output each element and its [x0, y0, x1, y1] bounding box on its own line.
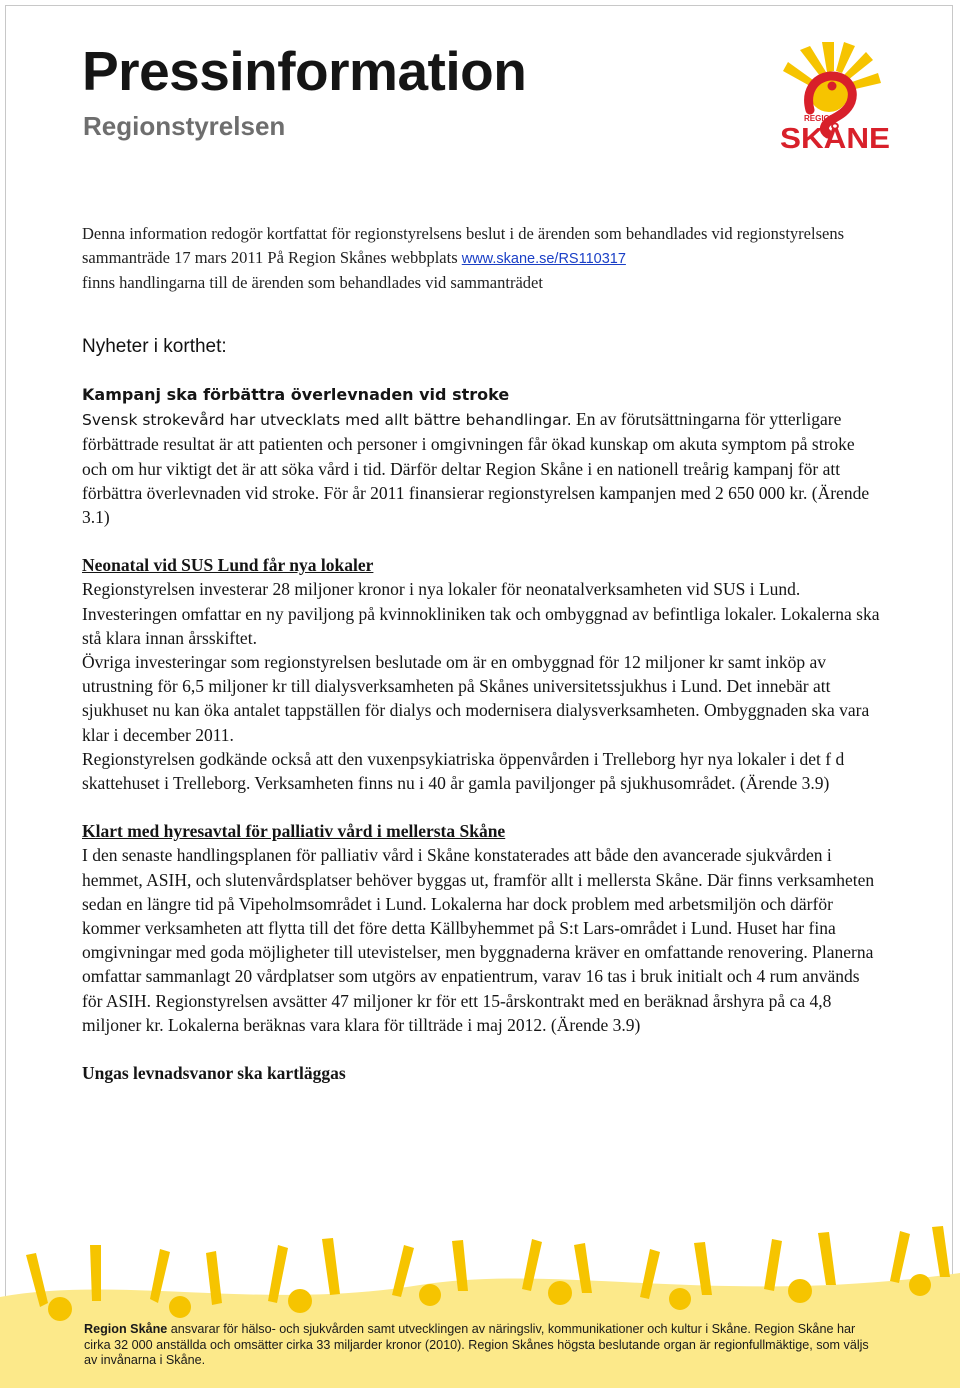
intro-paragraph	[82, 222, 882, 295]
news-item-text: En av förutsättningarna för ytterligare förbättrade resultat är att patienten och personer i omgivningen får ökad kunskap om akuta symptom på stroke och om hur viktigt det är att söka vård i tid. Därför deltar Region Skåne i en nationell treårig kampanj för att förbättra överlevnaden vid stroke. För år 2011 finansierar regionstyrelsen kampanjen med 2 650 000 kr. (Ärende 3.1)	[82, 409, 870, 528]
footer-text	[84, 1322, 884, 1369]
news-heading: Nyheter i korthet:	[82, 336, 227, 357]
news-item-neonatal	[82, 553, 882, 795]
news-item-heading: Klart med hyresavtal för palliativ vård i mellersta Skåne	[82, 821, 506, 842]
news-item-stroke	[82, 383, 882, 529]
news-item-body	[82, 407, 882, 529]
news-item-heading: Ungas levnadsvanor ska kartläggas	[82, 1063, 346, 1084]
news-content	[82, 383, 882, 1085]
news-item-palliative	[82, 819, 882, 1037]
news-item-paragraph: Regionstyrelsen investerar 28 miljoner kronor i nya lokaler för neonatalverksamheten vid SUS i Lund. Investeringen omfattar en ny paviljong på kvinnokliniken tak och ombyggnad av befintliga lokaler. Lokalerna ska stå klara innan årsskiftet.	[82, 579, 880, 648]
intro-text-after: finns handlingarna till de ärenden som behandlades vid sammanträdet	[82, 273, 543, 292]
meeting-documents-link[interactable]: www.skane.se/RS110317	[461, 250, 626, 267]
news-item-heading: Neonatal vid SUS Lund får nya lokaler	[82, 555, 374, 576]
news-item-lead: Svensk strokevård har utvecklats med allt bättre behandlingar.	[82, 411, 572, 430]
page-subtitle: Regionstyrelsen	[83, 111, 286, 141]
intro-text: Denna information redogör kortfattat för regionstyrelsens beslut i de ärenden som behandlades vid regionstyrelsens sammanträde 17 mars 2011 På Region Skånes webbplats	[82, 224, 844, 267]
logo-region-text: REGION	[804, 114, 836, 123]
news-item-youth	[82, 1061, 882, 1085]
footer-description: ansvarar för hälso- och sjukvården samt utvecklingen av näringsliv, kommunikationer och kultur i Skåne. Region Skåne har cirka 32 000 anställda och omsätter cirka 33 miljarder kronor (2010). Region Skånes högsta beslutande organ är regionfullmäktige, som väljs av invånarna i Skåne.	[84, 1322, 869, 1368]
news-item-paragraph: Övriga investeringar som regionstyrelsen beslutade om är en ombyggnad för 12 miljoner kr samt inköp av utrustning för 6,5 miljoner kr till dialysverksamheten på Skånes universitetssjukhus i Lund. Det innebär att sjukhuset nu kan öka antalet tappställen för dialys och modernisera dialysverksamheten. Ombyggnaden ska vara klar i december 2011.	[82, 652, 870, 745]
logo-skane-text: SKÅNE	[780, 123, 882, 152]
news-item-paragraph: I den senaste handlingsplanen för palliativ vård i Skåne konstaterades att både den avancerade sjukvården i hemmet, ASIH, och slutenvårdsplatser behöver byggas ut, framför allt i mellersta Skåne. Där finns verksamheten sedan en längre tid på Vipeholmsområdet i Lund. Lokalerna har dock problem med arbetsmiljön och därför kommer verksamheten att flytta till det före detta Källbyhemmet på S:t Lars-området i Lund. Huset har fina omgivningar med goda möjligheter till utevistelser, men byggnaderna kräver en omfattande renovering. Planerna omfattar sammanlagt 20 vårdplatser som utgörs av enpatientrum, varav 16 tas i bruk initialt och 4 rum används för ASIH. Regionstyrelsen avsätter 47 miljoner kr för ett 15-årskontrakt med en beräknad årshyra på ca 4,8 miljoner kr. Lokalerna beräknas vara klara för tillträde i maj 2012. (Ärende 3.9)	[82, 845, 875, 1035]
news-item-paragraph: Regionstyrelsen godkände också att den vuxenpsykiatriska öppenvården i Trelleborg hyr nya lokaler i det f d skattehuset i Trelleborg. Verksamheten finns nu i 40 år gamla paviljonger på sjukhusområdet. (Ärende 3.9)	[82, 748, 845, 794]
griffin-eye-icon	[828, 82, 837, 91]
news-item-heading: Kampanj ska förbättra överlevnaden vid stroke	[82, 385, 510, 404]
page-title: Pressinformation	[82, 40, 527, 102]
footer-org-name: Region Skåne	[84, 1322, 168, 1336]
region-skane-logo	[780, 40, 890, 152]
